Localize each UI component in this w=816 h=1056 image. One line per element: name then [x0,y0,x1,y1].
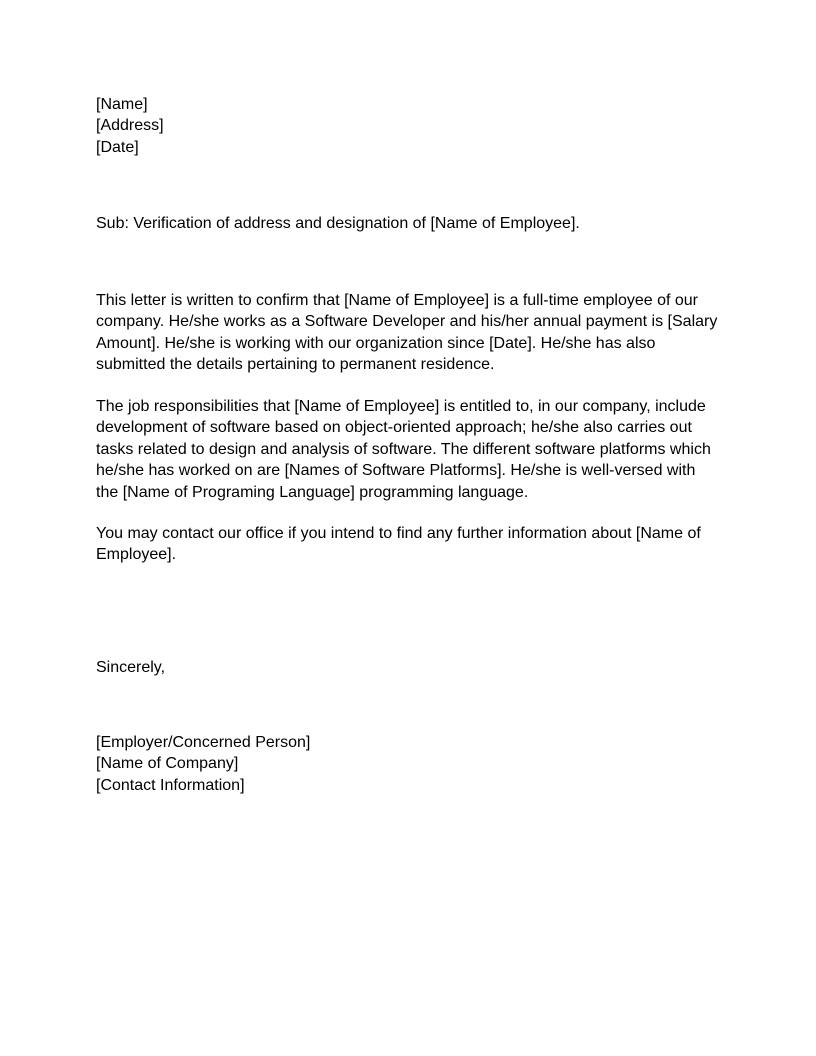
contact-information: [Contact Information] [96,776,245,794]
paragraph-line: development of software based on object-oriented approach; he/she also carries out [96,419,692,437]
letter-date: [Date] [96,138,139,156]
recipient-address: [Address] [96,117,164,135]
paragraph-line: he/she has worked on are [Names of Software Platforms]. He/she is well-versed with [96,462,696,480]
company-name: [Name of Company] [96,755,239,773]
recipient-name: [Name] [96,96,148,113]
paragraph-line: the [Name of Programing Language] programming language. [96,483,529,501]
recipient-block [96,94,724,158]
subject-line [96,213,724,234]
closing-text: Sincerely, [96,659,166,676]
body-paragraph-3 [96,523,724,566]
paragraph-line: Employee]. [96,546,177,564]
paragraph-line: company. He/she works as a Software Developer and his/her annual payment is [Salary [96,313,718,331]
paragraph-line: submitted the details pertaining to permanent residence. [96,356,495,374]
closing-block [96,657,724,678]
paragraph-line: This letter is written to confirm that [Name of Employee] is a full-time employee of our [96,292,699,309]
signature-block [96,732,724,796]
body-paragraph-2 [96,396,724,503]
subject-text: Sub: Verification of address and designation of [Name of Employee]. [96,215,580,232]
signatory-name: [Employer/Concerned Person] [96,734,311,751]
paragraph-line: Amount]. He/she is working with our organization since [Date]. He/she has also [96,334,656,352]
paragraph-line: The job responsibilities that [Name of Employee] is entitled to, in our company, include [96,398,706,415]
body-paragraph-1 [96,290,724,376]
paragraph-line: tasks related to design and analysis of software. The different software platforms which [96,440,711,458]
paragraph-line: You may contact our office if you intend to find any further information about [Name of [96,525,701,542]
